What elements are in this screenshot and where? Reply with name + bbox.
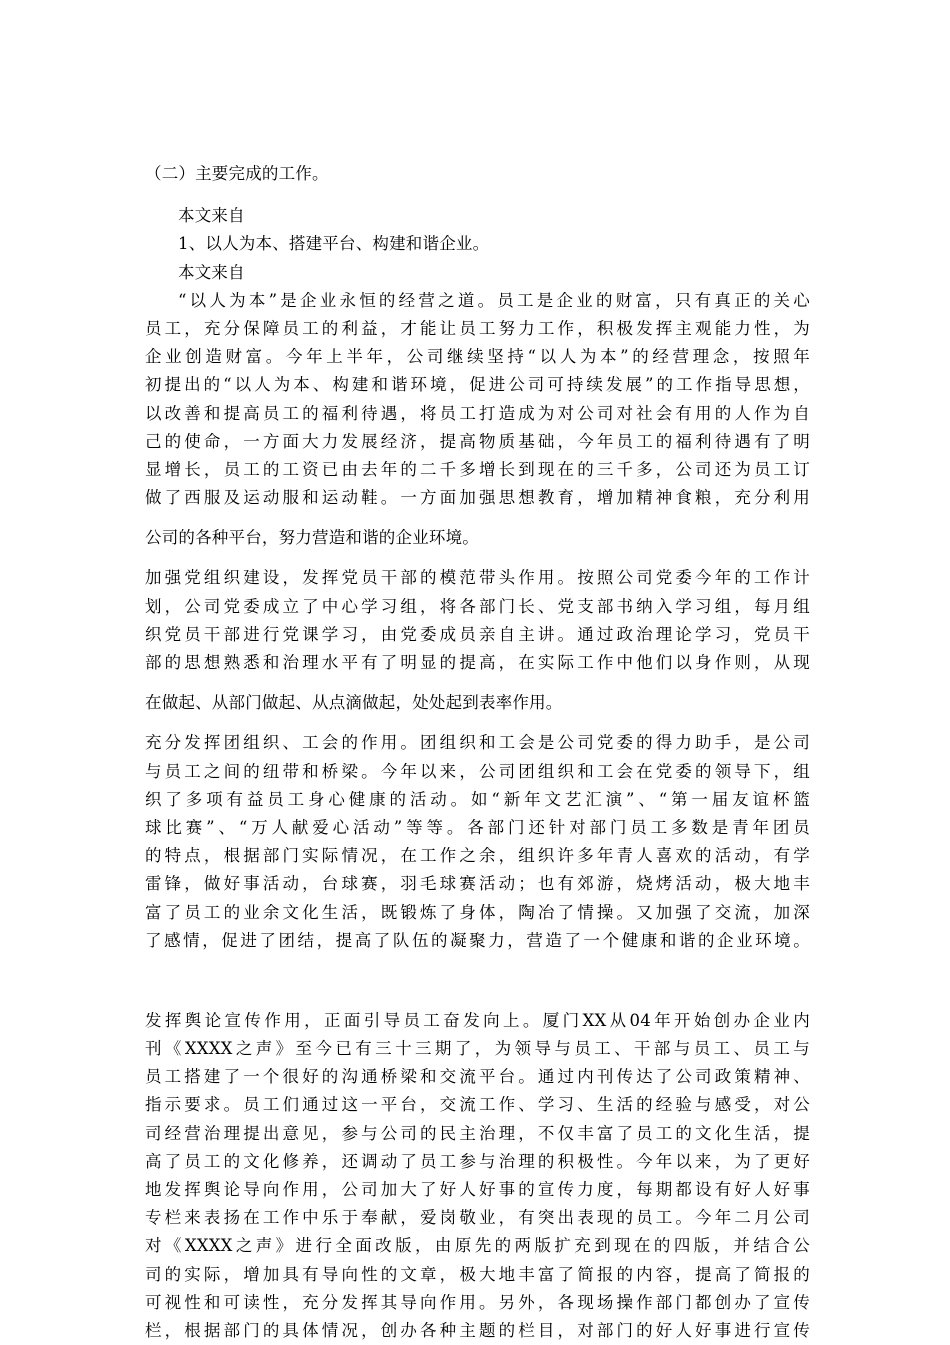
text-line: 球比赛”、“万人献爱心活动”等等。各部门还针对部门员工多数是青年团员 (145, 817, 810, 837)
text-line: “以人为本”是企业永恒的经营之道。员工是企业的财富，只有真正的关心 (178, 290, 810, 310)
text-line: 织了多项有益员工身心健康的活动。如“新年文艺汇演”、“第一届友谊杯篮 (145, 789, 810, 809)
text-line: 刊《XXXX之声》至今已有三十三期了，为领导与员工、干部与员工、员工与 (145, 1039, 810, 1059)
text-line: 织党员干部进行党课学习，由党委成员亲自主讲。通过政治理论学习，党员干 (145, 624, 810, 644)
text-line: 的特点，根据部门实际情况，在工作之余，组织许多年青人喜欢的活动，有学 (145, 846, 810, 866)
text-line: 己的使命，一方面大力发展经济，提高物质基础，今年员工的福利待遇有了明 (145, 431, 810, 451)
text-line: 企业创造财富。今年上半年，公司继续坚持“以人为本”的经营理念，按照年 (145, 347, 810, 367)
text-line: 专栏来表扬在工作中乐于奉献，爱岗敬业，有突出表现的员工。今年二月公司 (145, 1208, 810, 1228)
text-line: 显增长，员工的工资已由去年的二千多增长到现在的三千多，公司还为员工订 (145, 459, 810, 479)
text-line: 员工，充分保障员工的利益，才能让员工努力工作，积极发挥主观能力性，为 (145, 318, 810, 338)
text-line: 员工搭建了一个很好的沟通桥梁和交流平台。通过内刊传达了公司政策精神、 (145, 1067, 810, 1087)
text-line: 司的实际，增加具有导向性的文章，极大地丰富了简报的内容，提高了简报的 (145, 1264, 810, 1284)
text-line: 做了西服及运动服和运动鞋。一方面加强思想教育，增加精神食粮，充分利用 (145, 488, 810, 508)
text-line: 地发挥舆论导向作用，公司加大了好人好事的宣传力度，每期都设有好人好事 (145, 1180, 810, 1199)
text-line: 发挥舆论宣传作用，正面引导员工奋发向上。厦门XX从04年开始创办企业内 (145, 1010, 810, 1030)
source-note: 本文来自 (178, 262, 245, 282)
text-line: 公司的各种平台，努力营造和谐的企业环境。 (145, 528, 479, 548)
paragraph-party-building (145, 564, 810, 717)
text-line: 指示要求。员工们通过这一平台，交流工作、学习、生活的经验与感受，对公 (145, 1095, 810, 1115)
paragraph-public-opinion (145, 1007, 810, 1345)
text-line: 栏，根据部门的具体情况，创办各种主题的栏目，对部门的好人好事进行宣传 (145, 1320, 810, 1340)
text-line: 加强党组织建设，发挥党员干部的模范带头作用。按照公司党委今年的工作计 (145, 568, 810, 588)
text-line: 与员工之间的纽带和桥梁。今年以来，公司团组织和工会在党委的领导下，组 (145, 761, 810, 781)
text-line: 可视性和可读性，充分发挥其导向作用。另外，各现场操作部门都创办了宣传 (145, 1292, 810, 1312)
text-line: 划，公司党委成立了中心学习组，将各部门长、党支部书纳入学习组，每月组 (145, 596, 810, 616)
document-page (145, 160, 810, 1345)
paragraph-league-union (145, 729, 810, 955)
text-line: 初提出的“以人为本、构建和谐环境，促进公司可持续发展”的工作指导思想， (145, 375, 810, 395)
text-line: 在做起、从部门做起、从点滴做起，处处起到表率作用。 (145, 693, 563, 713)
text-line: 以改善和提高员工的福利待遇，将员工打造成为对公司对社会有用的人作为自 (145, 403, 810, 423)
text-line: 对《XXXX之声》进行全面改版，由原先的两版扩充到现在的四版，并结合公 (145, 1236, 810, 1256)
text-line: 司经营治理提出意见，参与公司的民主治理，不仅丰富了员工的文化生活，提 (145, 1123, 810, 1143)
section-heading: （二）主要完成的工作。 (145, 164, 329, 183)
text-line: 高了员工的文化修养，还调动了员工参与治理的积极性。今年以来，为了更好 (145, 1151, 810, 1171)
text-line: 了感情，促进了团结，提高了队伍的凝聚力，营造了一个健康和谐的企业环境。 (145, 930, 810, 950)
text-line: 雷锋，做好事活动，台球赛，羽毛球赛活动；也有郊游，烧烤活动，极大地丰 (145, 874, 810, 894)
source-note: 本文来自 (178, 206, 245, 226)
paragraph-people-oriented (145, 287, 810, 553)
item-title: 1、以人为本、搭建平台、构建和谐企业。 (178, 234, 490, 254)
text-line: 充分发挥团组织、工会的作用。团组织和工会是公司党委的得力助手，是公司 (145, 733, 810, 753)
text-line: 富了员工的业余文化生活，既锻炼了身体，陶冶了情操。又加强了交流，加深 (145, 902, 810, 922)
text-line: 部的思想熟悉和治理水平有了明显的提高，在实际工作中他们以身作则，从现 (145, 653, 810, 672)
